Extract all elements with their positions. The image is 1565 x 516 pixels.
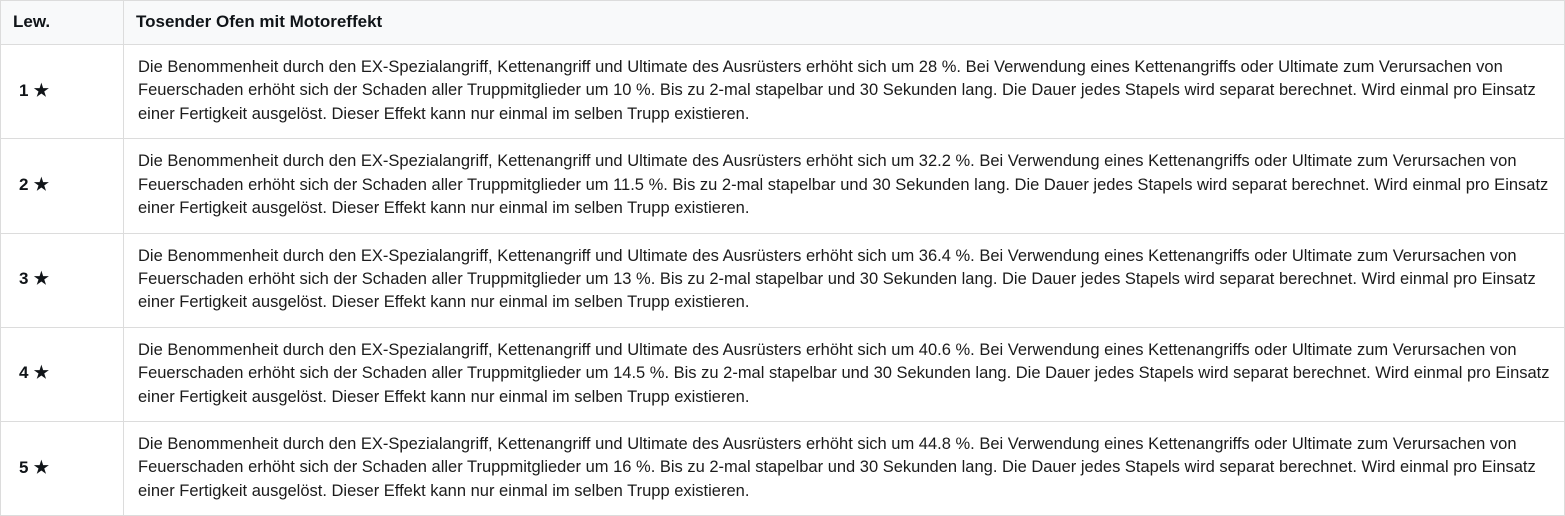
level-cell: 1 ★ xyxy=(1,45,124,139)
level-cell: 5 ★ xyxy=(1,422,124,516)
table-header xyxy=(1,1,1565,45)
level-cell: 2 ★ xyxy=(1,139,124,233)
description-cell: Die Benommenheit durch den EX-Spezialangriff, Kettenangriff und Ultimate des Ausrüsters erhöht sich um 28 %. Bei Verwendung eines Kettenangriffs oder Ultimate zum Verursachen von Feuerschaden erhöht sich der Schaden aller Truppmitglieder um 10 %. Bis zu 2-mal stapelbar und 30 Sekunden lang. Die Dauer jedes Stapels wird separat berechnet. Wird einmal pro Einsatz einer Fertigkeit ausgelöst. Dieser Effekt kann nur einmal im selben Trupp existieren. xyxy=(124,45,1565,139)
table-body xyxy=(1,45,1565,516)
table-row xyxy=(1,45,1565,139)
column-header-description: Tosender Ofen mit Motoreffekt xyxy=(124,1,1565,45)
column-header-level: Lew. xyxy=(1,1,124,45)
table-header-row xyxy=(1,1,1565,45)
level-cell: 4 ★ xyxy=(1,327,124,421)
description-cell: Die Benommenheit durch den EX-Spezialangriff, Kettenangriff und Ultimate des Ausrüsters erhöht sich um 44.8 %. Bei Verwendung eines Kettenangriffs oder Ultimate zum Verursachen von Feuerschaden erhöht sich der Schaden aller Truppmitglieder um 16 %. Bis zu 2-mal stapelbar und 30 Sekunden lang. Die Dauer jedes Stapels wird separat berechnet. Wird einmal pro Einsatz einer Fertigkeit ausgelöst. Dieser Effekt kann nur einmal im selben Trupp existieren. xyxy=(124,422,1565,516)
table-row xyxy=(1,233,1565,327)
level-cell: 3 ★ xyxy=(1,233,124,327)
table-row xyxy=(1,422,1565,516)
table-row xyxy=(1,139,1565,233)
description-cell: Die Benommenheit durch den EX-Spezialangriff, Kettenangriff und Ultimate des Ausrüsters erhöht sich um 40.6 %. Bei Verwendung eines Kettenangriffs oder Ultimate zum Verursachen von Feuerschaden erhöht sich der Schaden aller Truppmitglieder um 14.5 %. Bis zu 2-mal stapelbar und 30 Sekunden lang. Die Dauer jedes Stapels wird separat berechnet. Wird einmal pro Einsatz einer Fertigkeit ausgelöst. Dieser Effekt kann nur einmal im selben Trupp existieren. xyxy=(124,327,1565,421)
table-row xyxy=(1,327,1565,421)
description-cell: Die Benommenheit durch den EX-Spezialangriff, Kettenangriff und Ultimate des Ausrüsters erhöht sich um 32.2 %. Bei Verwendung eines Kettenangriffs oder Ultimate zum Verursachen von Feuerschaden erhöht sich der Schaden aller Truppmitglieder um 11.5 %. Bis zu 2-mal stapelbar und 30 Sekunden lang. Die Dauer jedes Stapels wird separat berechnet. Wird einmal pro Einsatz einer Fertigkeit ausgelöst. Dieser Effekt kann nur einmal im selben Trupp existieren. xyxy=(124,139,1565,233)
description-cell: Die Benommenheit durch den EX-Spezialangriff, Kettenangriff und Ultimate des Ausrüsters erhöht sich um 36.4 %. Bei Verwendung eines Kettenangriffs oder Ultimate zum Verursachen von Feuerschaden erhöht sich der Schaden aller Truppmitglieder um 13 %. Bis zu 2-mal stapelbar und 30 Sekunden lang. Die Dauer jedes Stapels wird separat berechnet. Wird einmal pro Einsatz einer Fertigkeit ausgelöst. Dieser Effekt kann nur einmal im selben Trupp existieren. xyxy=(124,233,1565,327)
